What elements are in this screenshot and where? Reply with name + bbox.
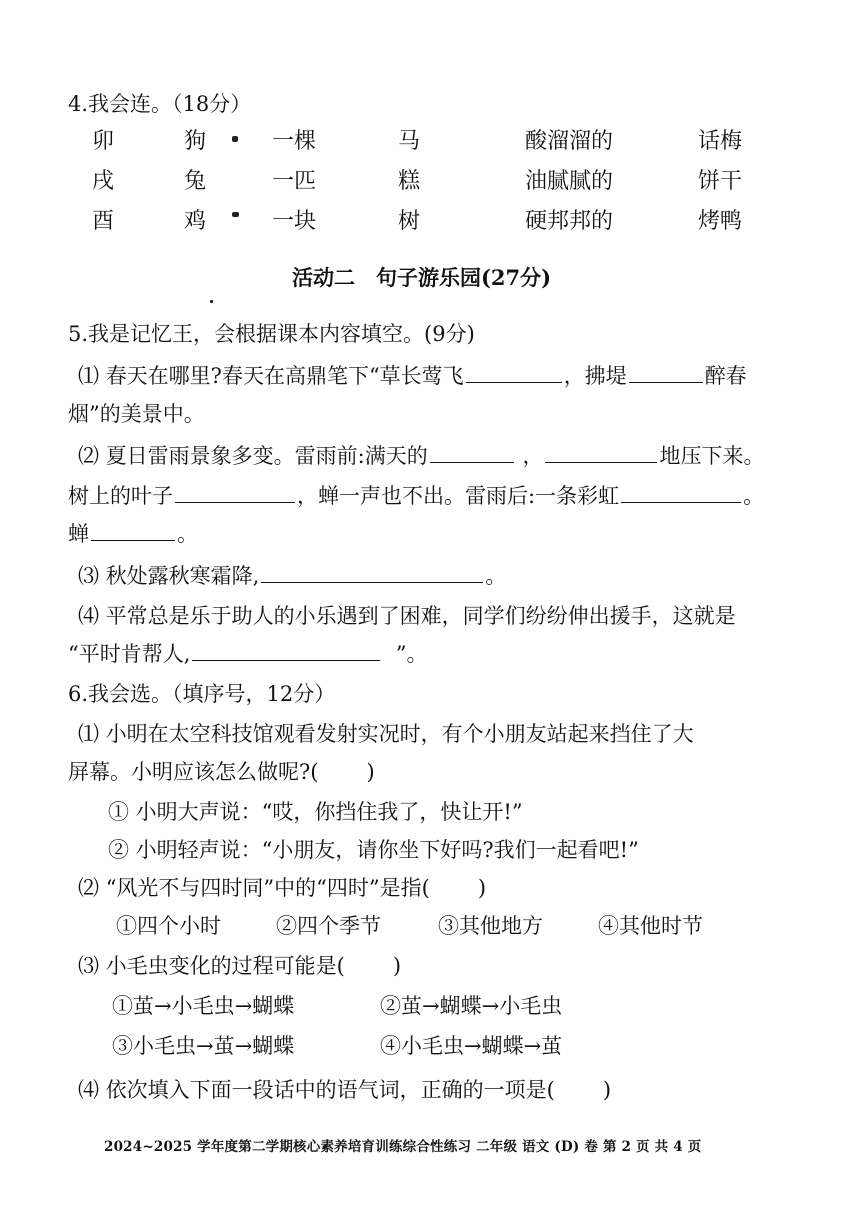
q4-cell: 卯 [92,129,115,154]
text: 屏幕。小明应该怎么做呢?( [68,760,319,784]
page-footer: 2024~2025 学年度第二学期核心素养培育训练综合性练习 二年级 语文 (D) 卷 第 2 页 共 4 页 [104,1139,702,1155]
q4-row-3 [0,204,860,234]
scan-speck [232,212,239,217]
text: 小毛虫变化的过程可能是( [105,954,345,978]
q4-title: 4.我会连。（18分） [68,92,252,116]
fill-blank[interactable] [545,461,657,463]
text: 地压下来。 [659,444,765,468]
text: 醉春 [704,364,747,388]
text: 小明在太空科技馆观看发射实况时，有个小朋友站起来挡住了大 [105,722,694,746]
option: ①四个小时 [116,914,221,938]
text: 平常总是乐于助人的小乐遇到了困难，同学们纷纷伸出援手，这就是 [105,604,736,628]
text: 。 [743,484,765,508]
text: ) [366,760,375,784]
item-number: ⑷ [78,604,99,628]
text: 春天在哪里?春天在高鼎笔下“草长莺飞 [105,364,464,388]
text: ) [392,954,402,978]
text: 秋处露秋寒霜降, [105,564,260,588]
q6-item1-line1 [78,718,694,748]
text: 。 [177,522,198,546]
q4-row-2 [0,164,860,194]
q6-item1-line2 [68,756,375,786]
section-title: 活动二 句子游乐园(27分) [292,265,552,290]
q4-cell: 话梅 [698,129,743,154]
q4-cell: 一匹 [272,169,317,194]
q4-cell: 饼干 [698,169,743,194]
q4-cell: 糕 [398,169,421,194]
option: ②四个季节 [276,914,381,938]
q5-item4-line2 [68,638,428,668]
q6-item1-option-1: ① 小明大声说：“哎，你挡住我了，快让开!” [108,800,523,824]
q4-cell: 油腻腻的 [525,169,614,194]
fill-blank[interactable] [430,461,514,463]
item-number: ⑴ [78,364,99,388]
text: 夏日雷雨景象多变。雷雨前:满天的 [105,444,428,468]
q5-item1-line2: 烟”的美景中。 [68,402,205,426]
text: 树上的叶子 [68,484,173,508]
text: ，蝉一声也不出。雷雨后:一条彩虹 [297,484,620,508]
q5-title: 5.我是记忆王，会根据课本内容填空。(9分) [68,322,475,346]
option: ③小毛虫→茧→蝴蝶 [112,1034,295,1058]
item-number: ⑵ [78,444,99,468]
text: “平时肯帮人, [68,642,191,666]
q4-cell: 马 [398,129,421,154]
q6-item2-options [0,910,860,940]
q5-item1-line1 [78,360,747,390]
q6-title: 6.我会选。（填序号，12分） [68,682,336,706]
item-number: ⑵ [78,876,99,900]
q5-item4-line1 [78,600,736,630]
q4-row-1 [0,124,860,154]
q6-item3 [78,950,401,980]
q4-cell: 一块 [272,209,317,234]
option: ③其他地方 [438,914,543,938]
item-number: ⑶ [78,564,99,588]
q4-cell: 狗 [184,129,207,154]
text: “风光不与四时同”中的“四时”是指( [105,876,430,900]
q5-item2-line1 [78,440,764,470]
item-number: ⑶ [78,954,99,978]
q5-item3 [78,560,506,590]
fill-blank[interactable] [261,581,483,583]
fill-blank[interactable] [192,659,380,661]
q5-item2-line2 [68,480,764,510]
scan-speck [210,300,213,303]
option: ④其他时节 [598,914,703,938]
option: ②茧→蝴蝶→小毛虫 [380,994,563,1018]
option: ④小毛虫→蝴蝶→茧 [380,1034,563,1058]
q6-item2 [78,872,486,902]
fill-blank[interactable] [621,501,741,503]
text: 蝉 [68,522,89,546]
q4-cell: 戌 [92,169,115,194]
fill-blank[interactable] [629,381,703,383]
option: ①茧→小毛虫→蝴蝶 [112,994,295,1018]
fill-blank[interactable] [91,539,175,541]
fill-blank[interactable] [175,501,295,503]
item-number: ⑴ [78,722,99,746]
text: ) [477,876,487,900]
text: ) [602,1078,612,1102]
text: 依次填入下面一段话中的语气词，正确的一项是( [105,1078,555,1102]
q4-cell: 烤鸭 [698,209,743,234]
q4-cell: 鸡 [184,209,207,234]
q4-cell: 兔 [184,169,207,194]
q4-cell: 硬邦邦的 [525,209,614,234]
q6-item1-option-2: ② 小明轻声说：“小朋友，请你坐下好吗?我们一起看吧!” [108,838,639,862]
q4-cell: 树 [398,209,421,234]
text: 。 [485,564,507,588]
q6-item4 [78,1074,611,1104]
text: ”。 [395,642,428,666]
scan-speck [232,136,238,142]
q6-item3-options-row-2 [0,1030,860,1060]
q6-item3-options-row-1 [0,990,860,1020]
text: ，拂堤 [563,364,627,388]
q4-cell: 酉 [92,209,115,234]
q5-item2-line3 [68,518,198,548]
fill-blank[interactable] [466,381,562,383]
q4-cell: 酸溜溜的 [525,129,614,154]
q4-cell: 一棵 [272,129,317,154]
item-number: ⑷ [78,1078,99,1102]
text: ， [522,444,544,468]
